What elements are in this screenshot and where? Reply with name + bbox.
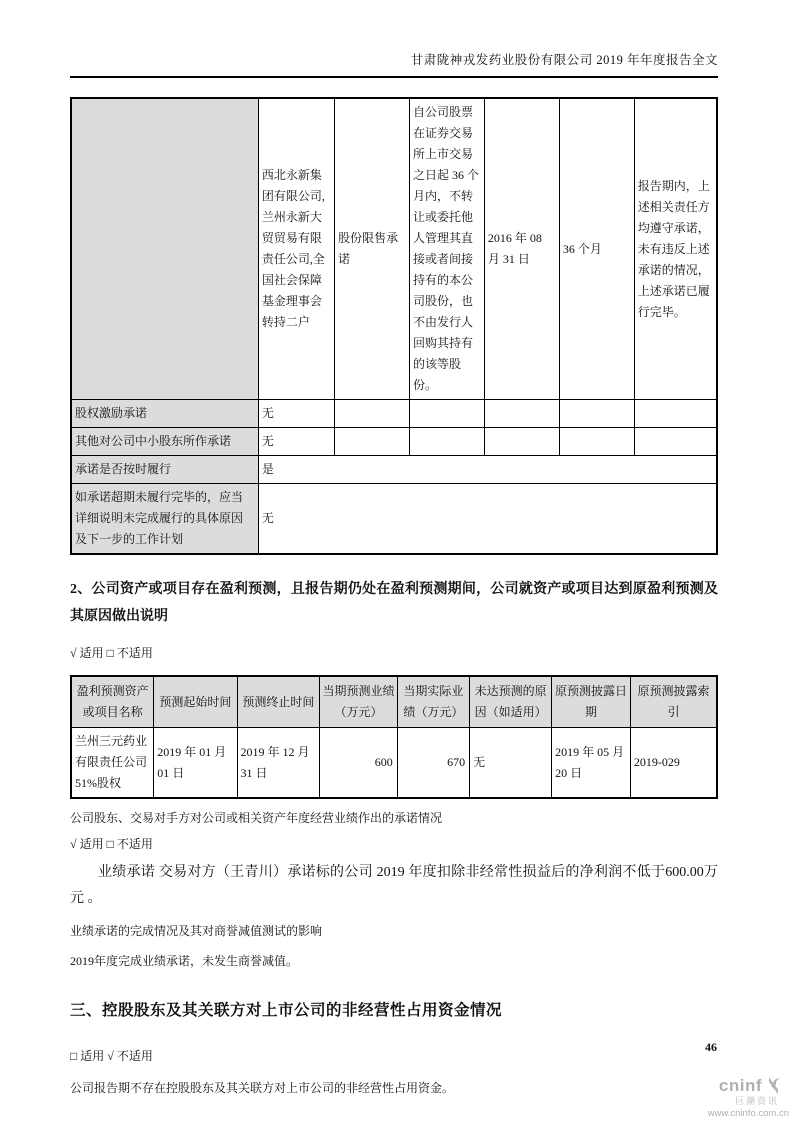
table-cell: [484, 400, 559, 428]
table-header-cell: 当期实际业绩（万元）: [397, 676, 469, 728]
note-goodwill-impairment-result: 2019年度完成业绩承诺，未发生商誉减值。: [70, 954, 299, 968]
table-cell: 2019-029: [630, 728, 717, 799]
table-cell: 无: [258, 400, 334, 428]
cninfo-swirl-icon: [764, 1076, 783, 1095]
table-cell: [335, 428, 410, 456]
table-cell: [409, 400, 484, 428]
table-cell: [559, 428, 634, 456]
table-cell: 无: [258, 484, 717, 555]
table-cell: 兰州三元药业有限责任公司51%股权: [71, 728, 154, 799]
section2-applicable-line: √ 适用 □ 不适用: [70, 646, 153, 660]
cninfo-brand-text: cninf: [718, 1076, 762, 1095]
cninfo-url: www.cninfo.com.cn: [707, 1108, 789, 1119]
table-header-cell: 当期预测业绩（万元）: [320, 676, 398, 728]
table-cell: [409, 428, 484, 456]
table-cell: 报告期内，上述相关责任方均遵守承诺，未有违反上述承诺的情况，上述承诺已履行完毕。: [634, 98, 717, 400]
table-header-cell: 预测起始时间: [154, 676, 237, 728]
table-cell: 无: [470, 728, 552, 799]
table-cell: 无: [258, 428, 334, 456]
section3-heading: 三、控股股东及其关联方对上市公司的非经营性占用资金情况: [70, 1002, 503, 1019]
report-header-title: 甘肃陇神戎发药业股份有限公司 2019 年年度报告全文: [410, 53, 718, 67]
commitments-table: [70, 97, 718, 555]
table-cell: 是: [258, 456, 717, 484]
table-cell: 600: [320, 728, 398, 799]
table-cell: [71, 98, 258, 400]
table-cell: 如承诺超期未履行完毕的，应当详细说明未完成履行的具体原因及下一步的工作计划: [71, 484, 258, 555]
table-cell: 股权激励承诺: [71, 400, 258, 428]
table-row: [71, 400, 717, 428]
table-header-cell: 原预测披露日期: [552, 676, 631, 728]
table-row: [71, 728, 717, 799]
table-cell: 36 个月: [559, 98, 634, 400]
note-goodwill-impairment-title: 业绩承诺的完成情况及其对商誉减值测试的影响: [70, 924, 323, 938]
table-cell: 670: [397, 728, 469, 799]
cninfo-chinese-name: 巨潮资讯: [734, 1096, 779, 1106]
table-header-cell: 未达预测的原因（如适用）: [470, 676, 552, 728]
table-cell: [559, 400, 634, 428]
table-cell: 其他对公司中小股东所作承诺: [71, 428, 258, 456]
table-cell: 西北永新集团有限公司,兰州永新大贸贸易有限责任公司,全国社会保障基金理事会转持二户: [258, 98, 334, 400]
page-number: 46: [705, 1040, 717, 1054]
table-cell: [634, 428, 717, 456]
table-header-cell: 原预测披露索引: [630, 676, 717, 728]
table-row: [71, 484, 717, 555]
table-row: [71, 98, 717, 400]
table-row: [71, 428, 717, 456]
table-cell: 2016 年 08 月 31 日: [484, 98, 559, 400]
table-header-cell: 盈利预测资产或项目名称: [71, 676, 154, 728]
table-cell: 自公司股票在证券交易所上市交易之日起 36 个月内，不转让或委托他人管理其直接或者间接持有的本公司股份，也不由发行人回购其持有的该等股份。: [409, 98, 484, 400]
table-header-cell: 预测终止时间: [237, 676, 320, 728]
performance-commitment-paragraph: 业绩承诺 交易对方（王青川）承诺标的公司 2019 年度扣除非经常性损益后的净利润不低于600.00万元 。: [70, 865, 718, 906]
section2-heading: 2、公司资产或项目存在盈利预测，且报告期仍处在盈利预测期间，公司就资产或项目达到原盈利预测及其原因做出说明: [70, 582, 718, 624]
table-cell: 2019 年 05 月 20 日: [552, 728, 631, 799]
table-cell: 股份限售承诺: [335, 98, 410, 400]
table-cell: 2019 年 01 月 01 日: [154, 728, 237, 799]
note-applicable-line: √ 适用 □ 不适用: [70, 837, 153, 851]
table-cell: 承诺是否按时履行: [71, 456, 258, 484]
table-cell: [335, 400, 410, 428]
header-rule: [70, 76, 718, 78]
table-cell: 2019 年 12 月 31 日: [237, 728, 320, 799]
table-cell: [484, 428, 559, 456]
table-cell: [634, 400, 717, 428]
profit-forecast-table: [70, 675, 718, 799]
note-shareholder-commitment: 公司股东、交易对手方对公司或相关资产年度经营业绩作出的承诺情况: [70, 811, 443, 825]
table-row: [71, 456, 717, 484]
section3-applicable-line: □ 适用 √ 不适用: [70, 1049, 153, 1063]
section3-body: 公司报告期不存在控股股东及其关联方对上市公司的非经营性占用资金。: [70, 1081, 455, 1095]
table-row: [71, 676, 717, 728]
cninfo-logo: [679, 1076, 789, 1119]
